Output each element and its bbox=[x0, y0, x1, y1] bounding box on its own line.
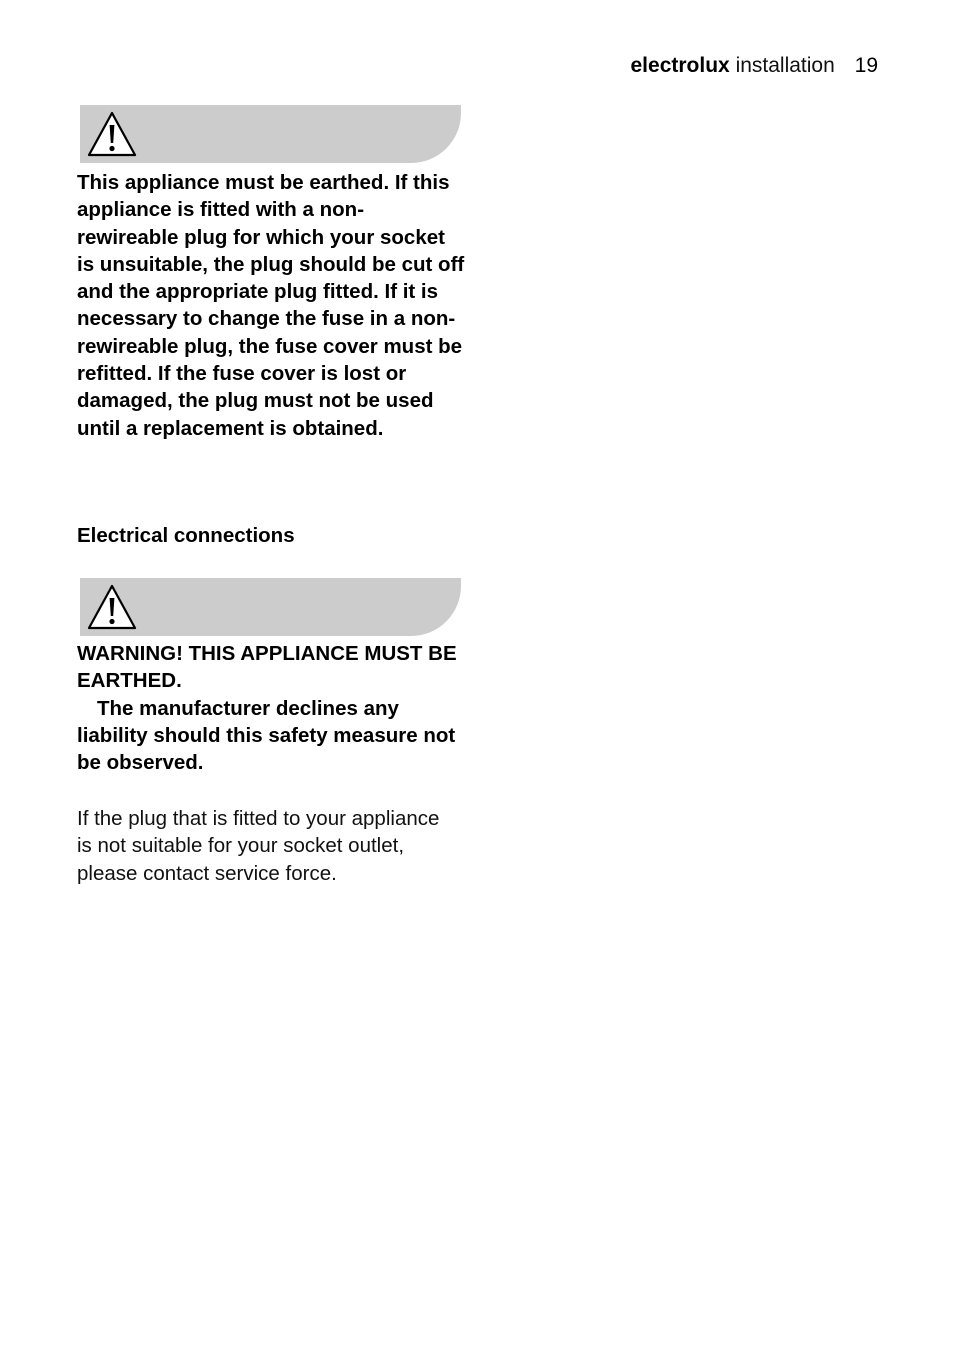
page-number: 19 bbox=[854, 54, 878, 77]
warning-triangle-icon bbox=[86, 110, 138, 158]
warning-banner bbox=[80, 105, 461, 163]
must-be-earthed-warning: WARNING! THIS APPLIANCE MUST BE EARTHED. bbox=[77, 642, 457, 693]
section-name: installation bbox=[735, 54, 835, 77]
plug-note-section bbox=[77, 805, 469, 887]
earthing-warning-text: This appliance must be earthed. If this appliance is fitted with a non-rewireable plug for which your socket is unsuitable, the plug should be cut off and the appropriate plug fitted. If it is necessary to change the fuse in a non-rewireable plug, the fuse cover must be refitted. If the fuse cover is lost or damaged, the plug must not be used until a replacement is obtained. bbox=[77, 171, 465, 440]
warning-banner bbox=[80, 578, 461, 636]
warning-block-earthing bbox=[77, 105, 469, 442]
warning-triangle-icon bbox=[86, 583, 138, 631]
liability-notice bbox=[77, 695, 469, 777]
warning-block-must-be-earthed bbox=[77, 578, 469, 776]
liability-text: The manufacturer declines any liability should this safety measure not be observed. bbox=[77, 696, 456, 775]
electrical-connections-section bbox=[77, 522, 469, 549]
plug-note-text: If the plug that is fitted to your appliance is not suitable for your socket outlet, please contact service force. bbox=[77, 807, 440, 885]
page-header bbox=[631, 52, 879, 80]
section-heading: Electrical connections bbox=[77, 524, 295, 547]
brand-name: electrolux bbox=[630, 54, 730, 77]
